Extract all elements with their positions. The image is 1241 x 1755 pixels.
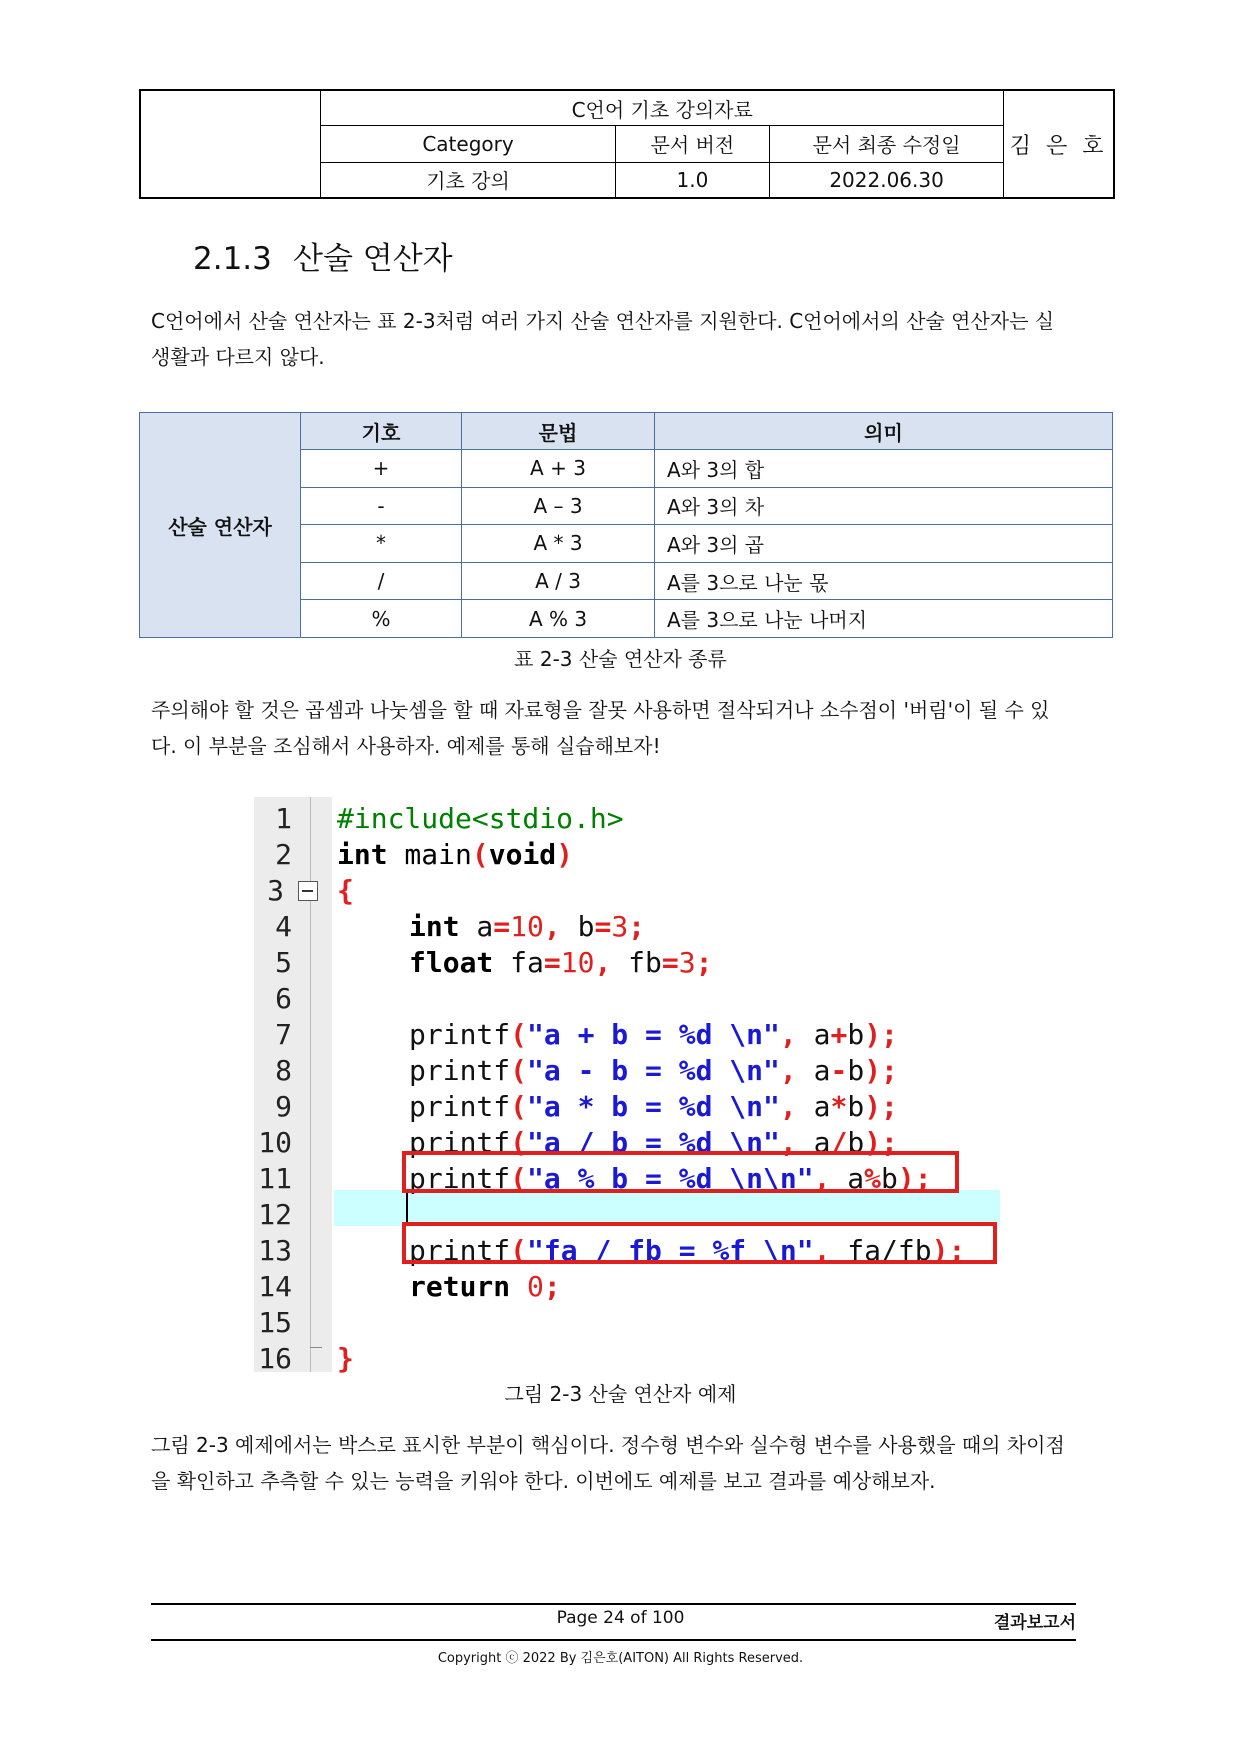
line-number: 15: [258, 1306, 292, 1339]
punct: ,: [594, 946, 612, 979]
code-line: [254, 1341, 1000, 1377]
function-call: printf: [409, 1090, 511, 1123]
string-literal: "a / b = %d \n": [527, 1126, 780, 1159]
operator: =: [661, 946, 679, 979]
text-cursor: [406, 1193, 408, 1223]
line-number: 12: [258, 1198, 292, 1231]
code-line: [254, 1089, 1000, 1125]
intro-paragraph: C언어에서 산술 연산자는 표 2-3처럼 여러 가지 산술 연산자를 지원한다. C언어에서의 산술 연산자는 실생활과 다르지 않다.: [151, 309, 1055, 369]
cell-meaning: A를 3으로 나눈 나머지: [655, 600, 1113, 638]
operator: =: [594, 910, 612, 943]
number: 10: [510, 910, 544, 943]
cell-symbol: %: [301, 600, 462, 638]
line-number: 13: [258, 1234, 292, 1267]
operator: -: [830, 1054, 848, 1087]
identifier: b: [881, 1162, 898, 1195]
cell-syntax: A – 3: [462, 487, 655, 525]
cell-meaning: A를 3으로 나눈 몫: [655, 562, 1113, 600]
number: 3: [678, 946, 696, 979]
modified-label: 문서 최종 수정일: [769, 126, 1003, 163]
punct: (: [510, 1162, 528, 1195]
operator: %: [864, 1162, 882, 1195]
punct: );: [864, 1018, 898, 1051]
code-line: [254, 1017, 1000, 1053]
number: 10: [560, 946, 595, 979]
cell-symbol: -: [301, 487, 462, 525]
logo-cell: [140, 90, 321, 198]
highlight-box-float-division: [402, 1222, 997, 1264]
operator: =: [543, 946, 561, 979]
punct: ,: [779, 1018, 797, 1051]
identifier: a: [459, 910, 494, 943]
operator: +: [830, 1018, 848, 1051]
identifier: b: [847, 1018, 865, 1051]
line-number: 16: [258, 1342, 292, 1375]
punct: );: [864, 1090, 898, 1123]
line-number: 11: [258, 1162, 292, 1195]
copyright: Copyright ⓒ 2022 By 김은호(AITON) All Rights Reserved.: [437, 1651, 804, 1666]
table-caption: 표 2-3 산술 연산자 종류: [514, 647, 727, 671]
author-name: 김 은 호: [1004, 90, 1114, 198]
code-line: [254, 1269, 1000, 1305]
identifier: a: [796, 1090, 831, 1123]
code-line: [254, 837, 1000, 873]
cell-meaning: A와 3의 합: [655, 450, 1113, 488]
col-symbol: 기호: [301, 413, 462, 450]
line-number: 5: [275, 946, 292, 979]
section-number: 2.1.3: [193, 241, 272, 277]
line-number: 9: [275, 1090, 292, 1123]
collapse-icon[interactable]: [298, 881, 318, 901]
identifier: a: [796, 1018, 831, 1051]
section-title: 산술 연산자: [293, 241, 453, 277]
cell-syntax: A / 3: [462, 562, 655, 600]
string-literal: "a * b = %d \n": [527, 1090, 780, 1123]
identifier: fa: [493, 946, 544, 979]
page-number: Page 24 of 100: [556, 1608, 685, 1628]
line-number: 8: [275, 1054, 292, 1087]
operator: =: [493, 910, 511, 943]
code-line: [254, 1305, 1000, 1341]
warning-paragraph: 주의해야 할 것은 곱셈과 나눗셈을 할 때 자료형을 잘못 사용하면 절삭되거나 소수점이 '버림'이 될 수 있다. 이 부분을 조심해서 사용하자. 예제를 통해 실습해보자!: [151, 698, 1050, 758]
identifier: a: [830, 1162, 865, 1195]
operator: /: [830, 1126, 848, 1159]
section-heading: [193, 233, 453, 278]
punct: (: [510, 1090, 528, 1123]
punct: ,: [779, 1090, 797, 1123]
punct: (: [510, 1126, 528, 1159]
identifier: b: [847, 1126, 865, 1159]
version-value: 1.0: [615, 162, 769, 198]
punct: (: [510, 1234, 528, 1267]
summary-paragraph: 그림 2-3 예제에서는 박스로 표시한 부분이 핵심이다. 정수형 변수와 실수형 변수를 사용했을 때의 차이점을 확인하고 추측할 수 있는 능력을 키워야 한다. 이번에도 예제를 보고 결과를 예상해보자.: [151, 1433, 1065, 1493]
course-title: C언어 기초 강의자료: [321, 90, 1004, 126]
keyword: int: [409, 910, 460, 943]
cell-meaning: A와 3의 곱: [655, 525, 1113, 563]
cell-symbol: +: [301, 450, 462, 488]
function-call: printf: [409, 1126, 511, 1159]
identifier: b: [847, 1090, 865, 1123]
string-literal: "a + b = %d \n": [527, 1018, 780, 1051]
keyword: return: [409, 1270, 511, 1303]
identifier: b: [847, 1054, 865, 1087]
string-literal: "a - b = %d \n": [527, 1054, 780, 1087]
modified-value: 2022.06.30: [769, 162, 1003, 198]
line-number: 1: [275, 802, 292, 835]
cell-symbol: /: [301, 562, 462, 600]
fold-end-marker: [310, 1347, 322, 1348]
punct: ,: [813, 1234, 831, 1267]
code-line: [254, 981, 1000, 1017]
code-line: [254, 945, 1000, 981]
keyword: void: [488, 838, 557, 871]
col-meaning: 의미: [655, 413, 1113, 450]
cell-syntax: A * 3: [462, 525, 655, 563]
punct: ,: [779, 1054, 797, 1087]
keyword: float: [409, 946, 494, 979]
line-number: 10: [258, 1126, 292, 1159]
identifier: a: [796, 1054, 831, 1087]
punct: ,: [543, 910, 561, 943]
code-text: #include<stdio.h>: [337, 802, 624, 835]
punct: ;: [628, 910, 646, 943]
line-number: 2: [275, 838, 292, 871]
string-literal: "fa / fb = %f \n": [527, 1234, 814, 1267]
code-figure: [254, 797, 1000, 1375]
line-number: 6: [275, 982, 292, 1015]
footer-rule-bottom: [151, 1639, 1076, 1641]
figure-caption: 그림 2-3 산술 연산자 예제: [504, 1382, 737, 1406]
identifier: b: [560, 910, 595, 943]
number: 3: [611, 910, 629, 943]
cell-syntax: A + 3: [462, 450, 655, 488]
identifier: fa/fb: [830, 1234, 932, 1267]
punct: ;: [543, 1270, 561, 1303]
punct: ,: [813, 1162, 831, 1195]
function-call: printf: [409, 1234, 511, 1267]
punct: );: [864, 1054, 898, 1087]
code-line: [254, 1053, 1000, 1089]
cell-meaning: A와 3의 차: [655, 487, 1113, 525]
col-syntax: 문법: [462, 413, 655, 450]
line-number: 14: [258, 1270, 292, 1303]
line-number: 3: [267, 874, 284, 907]
operator-table: [139, 412, 1113, 638]
function-call: printf: [409, 1018, 511, 1051]
identifier: a: [796, 1126, 831, 1159]
punct: ,: [779, 1126, 797, 1159]
punct: );: [897, 1162, 932, 1195]
cell-syntax: A % 3: [462, 600, 655, 638]
document-header: [139, 89, 1115, 199]
highlight-box-modulo: [402, 1151, 959, 1193]
punct: );: [931, 1234, 966, 1267]
category-label: Category: [321, 126, 616, 163]
punct: (: [471, 838, 489, 871]
identifier: main: [387, 838, 472, 871]
keyword: int: [337, 838, 388, 871]
line-number: 4: [275, 910, 292, 943]
punct: (: [510, 1018, 528, 1051]
punct: ;: [695, 946, 713, 979]
code-line: [254, 909, 1000, 945]
punct: );: [864, 1126, 898, 1159]
footer-rule-top: [151, 1603, 1076, 1605]
punct: ): [556, 838, 574, 871]
code-text: {: [337, 874, 354, 907]
code-line: [254, 873, 1000, 909]
code-text: }: [337, 1342, 354, 1375]
report-label: 결과보고서: [993, 1613, 1076, 1633]
cell-symbol: *: [301, 525, 462, 563]
line-number: 7: [275, 1018, 292, 1051]
function-call: printf: [409, 1162, 511, 1195]
category-value: 기초 강의: [321, 162, 616, 198]
table-row-header: 산술 연산자: [140, 413, 301, 638]
function-call: printf: [409, 1054, 511, 1087]
number: 0: [510, 1270, 544, 1303]
string-literal: "a % b = %d \n\n": [527, 1162, 814, 1195]
identifier: fb: [611, 946, 662, 979]
version-label: 문서 버전: [615, 126, 769, 163]
punct: (: [510, 1054, 528, 1087]
code-line: [254, 801, 1000, 837]
operator: *: [830, 1090, 848, 1123]
